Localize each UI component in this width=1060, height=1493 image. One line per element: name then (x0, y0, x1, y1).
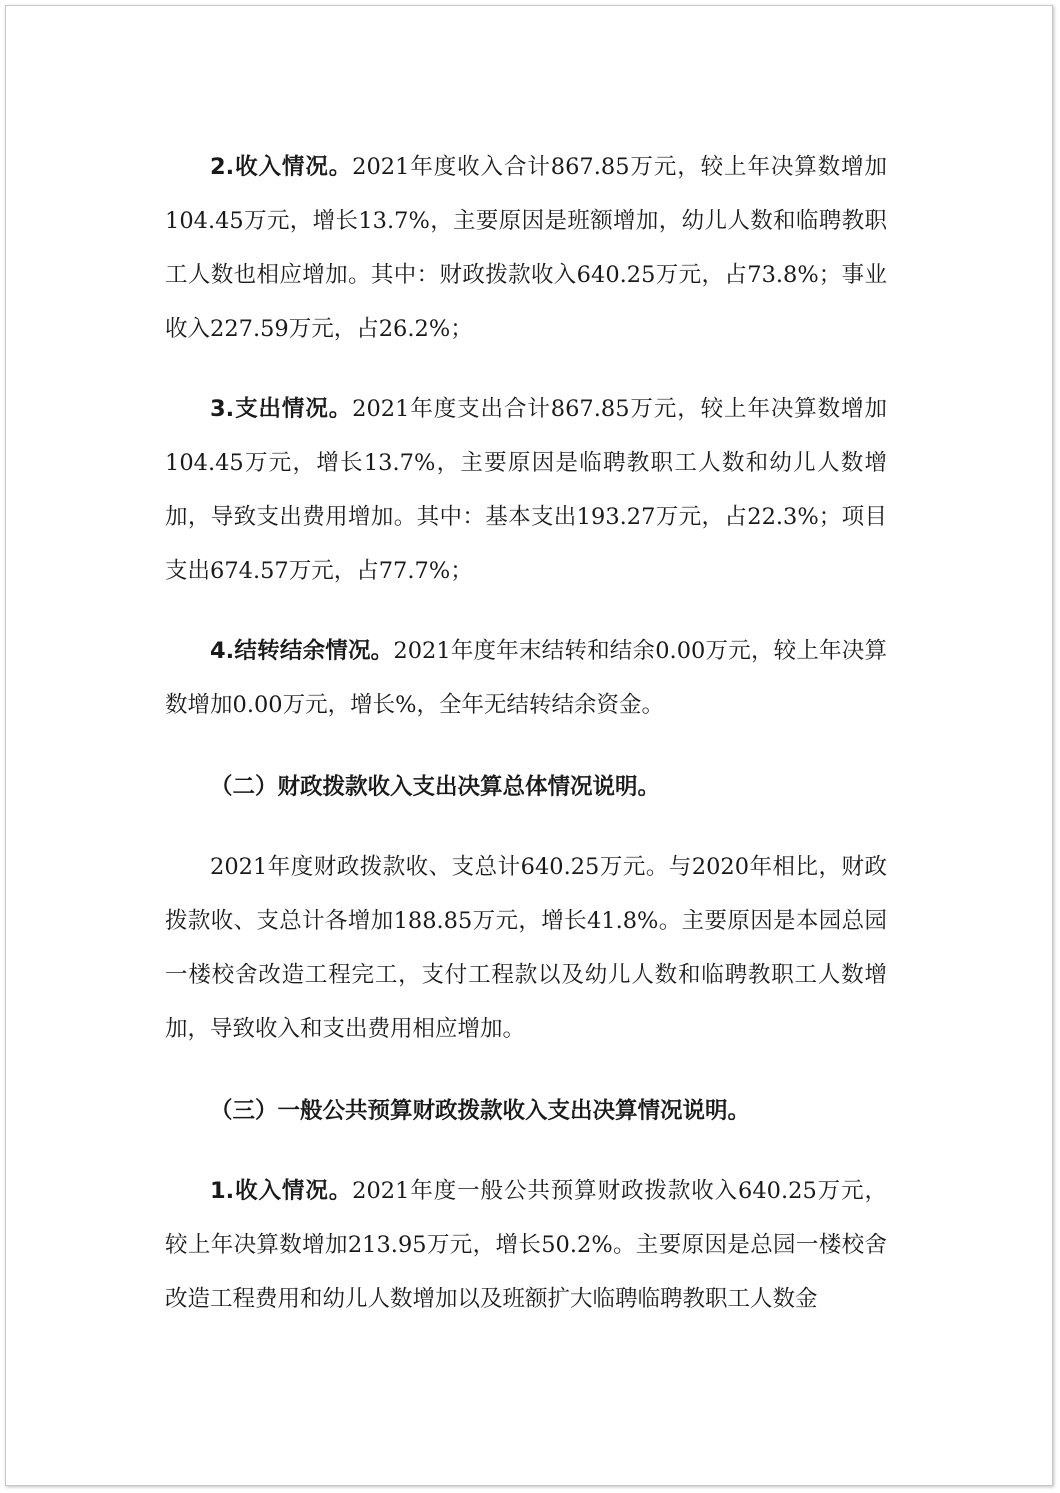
paragraph-lead: 2.收入情况。 (210, 154, 353, 180)
paragraph-text: 2021年度年末结转和结余0.00万元，较上年决算数增加0.00万元，增长%，全年无结转结余资金。 (165, 638, 887, 718)
paragraph-income (165, 140, 887, 356)
paragraph-fiscal-overall (165, 840, 887, 1056)
paragraph-general-income (165, 1164, 887, 1326)
paragraph-text: 2021年度一般公共预算财政拨款收入640.25万元，较上年决算数增加213.95万元，增长50.2%。主要原因是总园一楼校舍改造工程费用和幼儿人数增加以及班额扩大临聘临聘教职工人数金 (165, 1178, 887, 1312)
document-body (165, 140, 887, 1326)
paragraph-lead: 4.结转结余情况。 (210, 638, 394, 664)
paragraph-expense (165, 382, 887, 598)
paragraph-text: 2021年度财政拨款收、支总计640.25万元。与2020年相比，财政拨款收、支总计各增加188.85万元，增长41.8%。主要原因是本园总园一楼校舍改造工程完工，支付工程款以及幼儿人数和临聘教职工人数增加，导致收入和支出费用相应增加。 (165, 854, 887, 1042)
paragraph-carryover (165, 624, 887, 732)
section-heading-2: （二）财政拨款收入支出决算总体情况说明。 (210, 774, 661, 800)
paragraph-text: 2021年度收入合计867.85万元，较上年决算数增加104.45万元，增长13.7%，主要原因是班额增加，幼儿人数和临聘教职工人数也相应增加。其中：财政拨款收入640.25万元，占73.8%；事业收入227.59万元，占26.2%； (165, 154, 887, 342)
paragraph-lead: 3.支出情况。 (210, 396, 353, 422)
paragraph-lead: 1.收入情况。 (210, 1178, 353, 1204)
section-heading-3: （三）一般公共预算财政拨款收入支出决算情况说明。 (210, 1098, 751, 1124)
paragraph-text: 2021年度支出合计867.85万元，较上年决算数增加104.45万元，增长13.7%，主要原因是临聘教职工人数和幼儿人数增加，导致支出费用增加。其中：基本支出193.27万元，占22.3%；项目支出674.57万元，占77.7%； (165, 396, 887, 584)
